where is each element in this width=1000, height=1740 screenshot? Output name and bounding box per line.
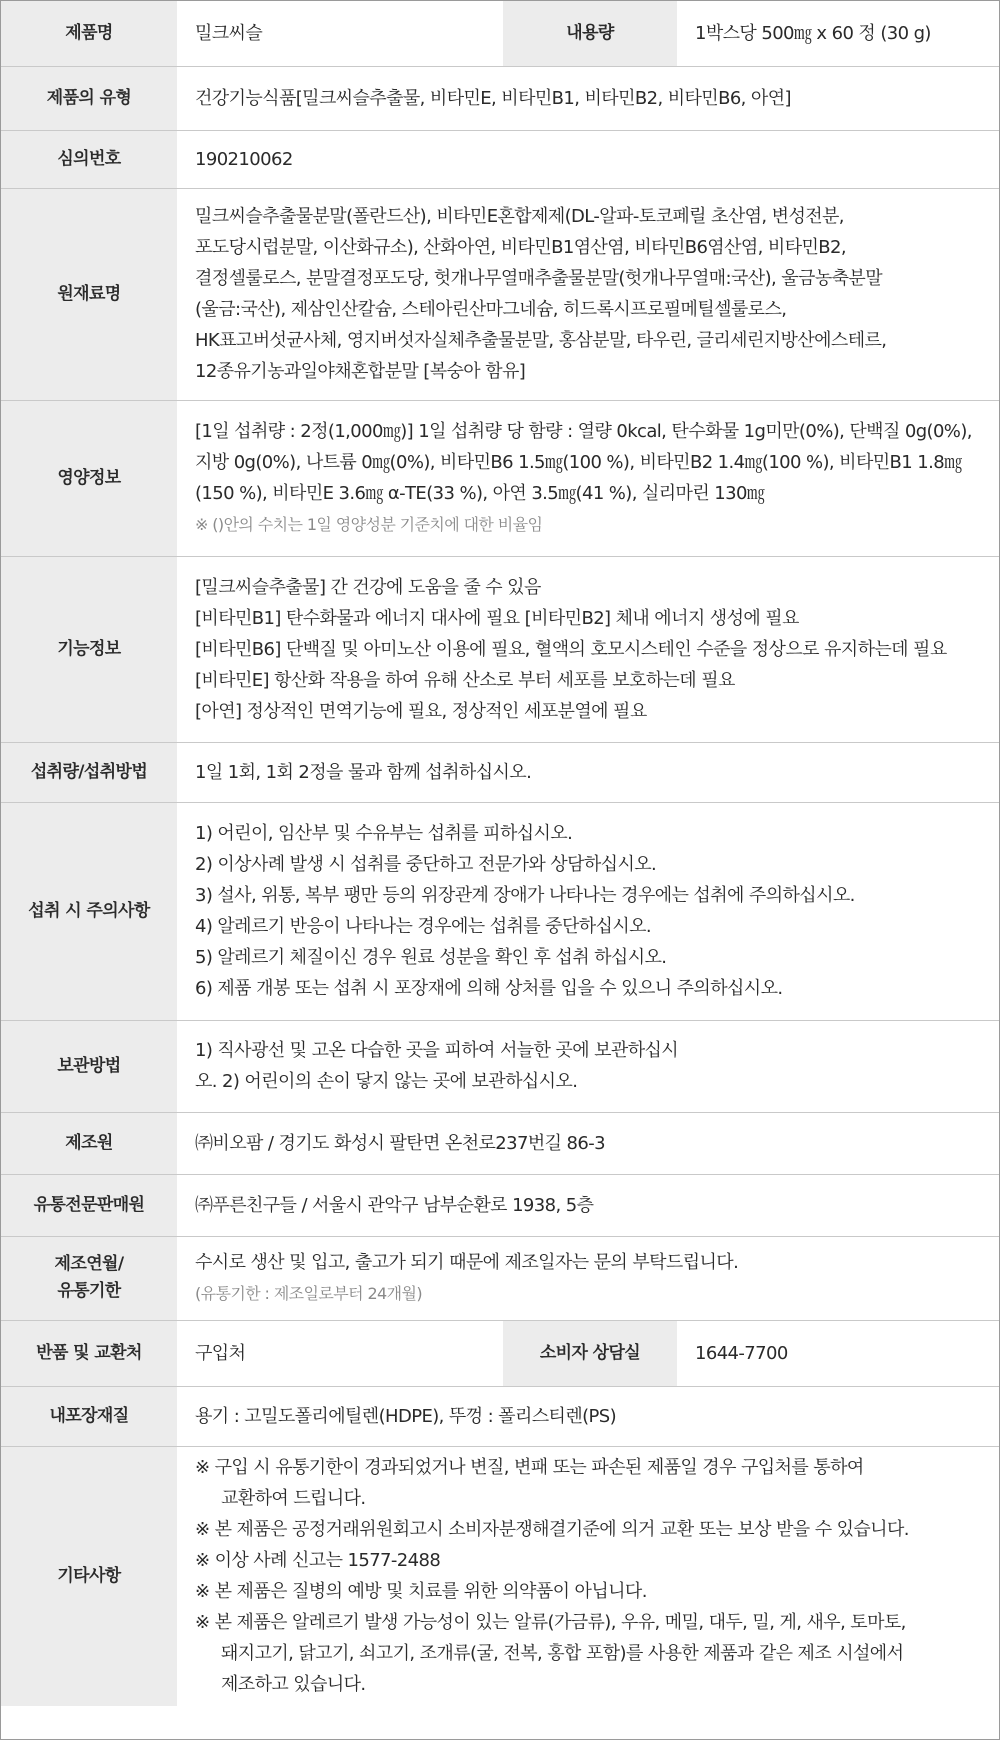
caution-label: 섭취 시 주의사항 <box>1 802 177 1020</box>
capacity-value: 1박스당 500㎎ x 60 정 (30 g) <box>677 1 999 66</box>
etc-line: ※ 본 제품은 질병의 예방 및 치료를 위한 의약품이 아닙니다. <box>195 1581 647 1603</box>
row-date <box>1 1236 999 1320</box>
row-function <box>1 556 999 742</box>
row-nutrition <box>1 400 999 556</box>
caution-line: 4) 알레르기 반응이 나타나는 경우에는 섭취를 중단하십시오. <box>195 916 652 937</box>
row-etc <box>1 1446 999 1706</box>
date-text: 수시로 생산 및 입고, 출고가 되기 때문에 제조일자는 문의 부탁드립니다. <box>195 1252 739 1273</box>
ingredients-value <box>177 188 999 400</box>
date-label-line: 제조연월/ <box>54 1254 124 1274</box>
ingredients-line: (울금:국산), 제삼인산칼슘, 스테아린산마그네슘, 히드록시프로필메틸셀룰로스, <box>195 299 787 320</box>
nutrition-value <box>177 400 999 556</box>
nutrition-line: 지방 0g(0%), 나트륨 0㎎(0%), 비타민B6 1.5㎎(100 %), 비타민B2 1.4㎎(100 %), 비타민B1 1.8㎎ <box>195 452 962 473</box>
nutrition-line: (150 %), 비타민E 3.6㎎ α-TE(33 %), 아연 3.5㎎(41 %), 실리마린 130㎎ <box>195 483 765 504</box>
etc-line: 제조하고 있습니다. <box>221 1674 366 1696</box>
date-label <box>1 1236 177 1320</box>
caution-line: 1) 어린이, 임산부 및 수유부는 섭취를 피하십시오. <box>195 823 573 844</box>
storage-line: 1) 직사광선 및 고온 다습한 곳을 피하여 서늘한 곳에 보관하십시 <box>195 1040 679 1061</box>
consumer-label: 소비자 상담실 <box>503 1320 677 1386</box>
intake-label: 섭취량/섭취방법 <box>1 742 177 802</box>
function-line: [아연] 정상적인 면역기능에 필요, 정상적인 세포분열에 필요 <box>195 700 647 722</box>
distributor-label: 유통전문판매원 <box>1 1174 177 1236</box>
product-name-value: 밀크씨슬 <box>177 1 503 66</box>
row-distributor <box>1 1174 999 1236</box>
type-label: 제품의 유형 <box>1 66 177 130</box>
row-type <box>1 66 999 130</box>
consumer-value: 1644-7700 <box>677 1320 999 1386</box>
ingredients-line: HK표고버섯균사체, 영지버섯자실체추출물분말, 홍삼분말, 타우린, 글리세린지방산에스테르, <box>195 330 887 351</box>
row-product-name <box>1 1 999 66</box>
ingredients-line: 포도당시럽분말, 이산화규소), 산화아연, 비타민B1염산염, 비타민B6염산염, 비타민B2, <box>195 237 846 258</box>
caution-line: 3) 설사, 위통, 복부 팽만 등의 위장관계 장애가 나타나는 경우에는 섭취에 주의하십시오. <box>195 885 855 906</box>
etc-value <box>177 1446 999 1706</box>
distributor-value: ㈜푸른친구들 / 서울시 관악구 남부순환로 1938, 5층 <box>177 1174 999 1236</box>
caution-value <box>177 802 999 1020</box>
type-value: 건강기능식품[밀크씨슬추출물, 비타민E, 비타민B1, 비타민B2, 비타민B6, 아연] <box>177 66 999 130</box>
storage-value <box>177 1020 999 1112</box>
function-label: 기능정보 <box>1 556 177 742</box>
date-note: (유통기한 : 제조일로부터 24개월) <box>195 1284 422 1303</box>
review-number-label: 심의번호 <box>1 130 177 188</box>
row-caution <box>1 802 999 1020</box>
row-ingredients <box>1 188 999 400</box>
row-packaging <box>1 1386 999 1446</box>
nutrition-label: 영양정보 <box>1 400 177 556</box>
row-return <box>1 1320 999 1386</box>
product-info-table <box>1 1 999 1706</box>
etc-line: ※ 구입 시 유통기한이 경과되었거나 변질, 변패 또는 파손된 제품일 경우 구입처를 통하여 <box>195 1457 864 1479</box>
etc-line: ※ 본 제품은 공정거래위원회고시 소비자분쟁해결기준에 의거 교환 또는 보상 받을 수 있습니다. <box>195 1519 909 1541</box>
ingredients-line: 12종유기농과일야채혼합분말 [복숭아 함유] <box>195 361 526 382</box>
manufacturer-value: ㈜비오팜 / 경기도 화성시 팔탄면 온천로237번길 86-3 <box>177 1112 999 1174</box>
capacity-label: 내용량 <box>503 1 677 66</box>
ingredients-line: 밀크씨슬추출물분말(폴란드산), 비타민E혼합제제(DL-알파-토코페릴 초산염, 변성전분, <box>195 206 844 227</box>
function-line: [비타민E] 항산화 작용을 하여 유해 산소로 부터 세포를 보호하는데 필요 <box>195 669 735 691</box>
ingredients-line: 결정셀룰로스, 분말결정포도당, 헛개나무열매추출물분말(헛개나무열매:국산), 울금농축분말 <box>195 268 882 289</box>
caution-line: 5) 알레르기 체질이신 경우 원료 성분을 확인 후 섭취 하십시오. <box>195 947 667 968</box>
return-value: 구입처 <box>177 1320 503 1386</box>
function-line: [밀크씨슬추출물] 간 건강에 도움을 줄 수 있음 <box>195 576 541 598</box>
date-label-line: 유통기한 <box>57 1281 121 1301</box>
packaging-value: 용기 : 고밀도폴리에틸렌(HDPE), 뚜껑 : 폴리스티렌(PS) <box>177 1386 999 1446</box>
storage-line: 오. 2) 어린이의 손이 닿지 않는 곳에 보관하십시오. <box>195 1071 578 1092</box>
etc-label: 기타사항 <box>1 1446 177 1706</box>
function-line: [비타민B1] 탄수화물과 에너지 대사에 필요 [비타민B2] 체내 에너지 생성에 필요 <box>195 607 799 629</box>
nutrition-line: [1일 섭취량 : 2정(1,000㎎)] 1일 섭취량 당 함량 : 열량 0kcal, 탄수화물 1g미만(0%), 단백질 0g(0%), <box>195 421 972 442</box>
etc-line: 교환하여 드립니다. <box>221 1488 366 1510</box>
packaging-label: 내포장재질 <box>1 1386 177 1446</box>
return-label: 반품 및 교환처 <box>1 1320 177 1386</box>
storage-label: 보관방법 <box>1 1020 177 1112</box>
row-manufacturer <box>1 1112 999 1174</box>
caution-line: 6) 제품 개봉 또는 섭취 시 포장재에 의해 상처를 입을 수 있으니 주의하십시오. <box>195 978 783 999</box>
function-value <box>177 556 999 742</box>
row-storage <box>1 1020 999 1112</box>
manufacturer-label: 제조원 <box>1 1112 177 1174</box>
row-intake <box>1 742 999 802</box>
caution-line: 2) 이상사례 발생 시 섭취를 중단하고 전문가와 상담하십시오. <box>195 854 657 875</box>
intake-value: 1일 1회, 1회 2정을 물과 함께 섭취하십시오. <box>177 742 999 802</box>
ingredients-label: 원재료명 <box>1 188 177 400</box>
etc-line: ※ 이상 사례 신고는 1577-2488 <box>195 1550 441 1572</box>
function-line: [비타민B6] 단백질 및 아미노산 이용에 필요, 혈액의 호모시스테인 수준을 정상으로 유지하는데 필요 <box>195 638 947 660</box>
row-review-number <box>1 130 999 188</box>
nutrition-note: ※ ()안의 수치는 1일 영양성분 기준치에 대한 비율임 <box>195 515 543 534</box>
etc-line: 돼지고기, 닭고기, 쇠고기, 조개류(굴, 전복, 홍합 포함)를 사용한 제품과 같은 제조 시설에서 <box>221 1643 904 1665</box>
date-value <box>177 1236 999 1320</box>
product-name-label: 제품명 <box>1 1 177 66</box>
etc-line: ※ 본 제품은 알레르기 발생 가능성이 있는 알류(가금류), 우유, 메밀, 대두, 밀, 게, 새우, 토마토, <box>195 1612 906 1634</box>
review-number-value: 190210062 <box>177 130 999 188</box>
